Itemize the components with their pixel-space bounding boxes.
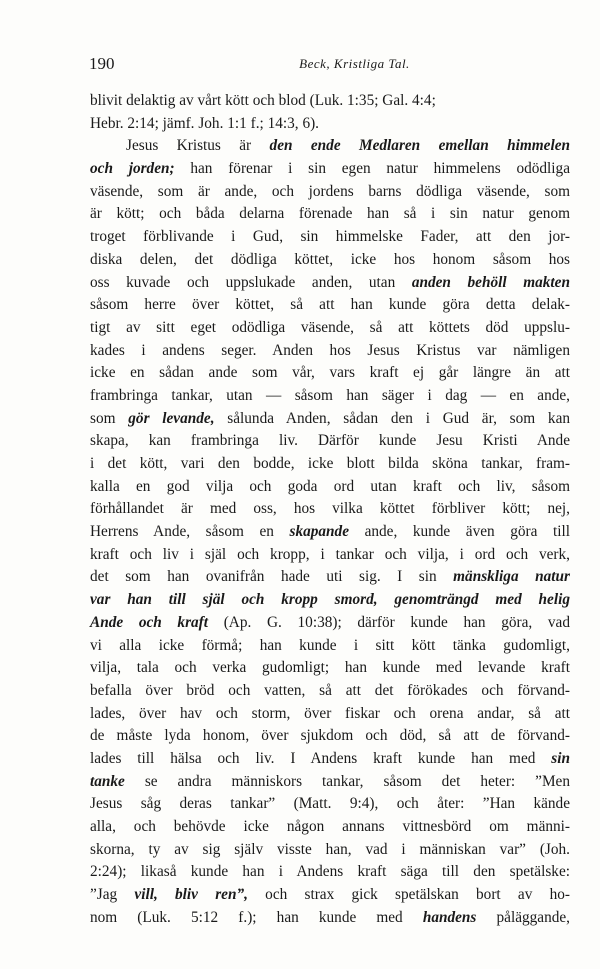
text-span: sålunda Anden, sådan den i Gud är, som kan bbox=[214, 409, 571, 427]
text-span: blivit delaktig av vårt kött och blod (Luk. 1:35; Gal. 4:4; bbox=[90, 92, 436, 109]
text-line bbox=[90, 657, 570, 680]
text-line bbox=[90, 226, 570, 249]
running-head: Beck, Kristliga Tal. bbox=[299, 56, 410, 71]
text-span: skorna, ty av sig själv visste han, vad i människan var” (Joh. bbox=[90, 840, 570, 858]
text-span: lades, över hav och storm, över fiskar och orena andar, så att bbox=[90, 704, 570, 722]
emphasized-text: handens bbox=[422, 908, 477, 926]
text-line bbox=[90, 113, 570, 136]
text-line bbox=[90, 907, 570, 930]
text-span: kalla en god vilja och goda ord utan kraft och liv, såsom bbox=[90, 477, 570, 495]
text-line bbox=[90, 317, 570, 340]
text-line bbox=[90, 703, 570, 726]
text-span: ande, kunde även göra till bbox=[349, 523, 570, 541]
text-line bbox=[90, 635, 570, 658]
text-span: han förenar i sin egen natur himmelens odödliga bbox=[174, 160, 570, 178]
text-span: ”Jag bbox=[90, 886, 135, 904]
emphasized-text: anden behöll makten bbox=[411, 273, 570, 291]
text-span: påläggande, bbox=[476, 908, 570, 926]
emphasized-text: och jorden; bbox=[90, 160, 175, 178]
page-header bbox=[89, 54, 574, 76]
text-line bbox=[90, 476, 570, 499]
text-span: diska delen, det dödliga köttet, icke hos honom såsom hos bbox=[90, 250, 570, 268]
emphasized-text: skapande bbox=[289, 523, 349, 541]
text-line bbox=[90, 272, 570, 295]
body-text bbox=[90, 90, 570, 929]
text-span: Jesus Kristus är bbox=[126, 137, 270, 155]
text-span: lades till hälsa och liv. I Andens kraft kunde han med bbox=[90, 749, 552, 767]
text-span: troget förblivande i Gud, sin himmelske Fader, att den jor- bbox=[90, 228, 570, 246]
text-line bbox=[90, 521, 570, 544]
text-line bbox=[90, 771, 570, 794]
page-number: 190 bbox=[89, 54, 115, 73]
text-line bbox=[90, 498, 570, 521]
text-span: icke en sådan ande som vår, vars kraft ej går längre än att bbox=[90, 364, 570, 382]
text-line bbox=[90, 453, 570, 476]
text-span: vi alla icke förmå; han kunde i sitt kött tänka gudomligt, bbox=[90, 636, 570, 654]
text-span: oss kuvade och uppslukade anden, utan bbox=[90, 273, 412, 291]
text-line bbox=[90, 249, 570, 272]
text-line bbox=[90, 90, 570, 113]
text-line bbox=[90, 430, 570, 453]
emphasized-text: Ande och kraft bbox=[90, 613, 209, 631]
text-span: skapa, kan frambringa liv. Därför kunde Jesu Kristi Ande bbox=[90, 432, 570, 450]
text-line bbox=[90, 680, 570, 703]
text-line bbox=[90, 544, 570, 567]
text-line bbox=[90, 294, 570, 317]
text-line bbox=[90, 566, 570, 589]
text-span: 2:24); likaså kunde han i Andens kraft säga till den spetälske: bbox=[90, 863, 570, 881]
text-span: se andra människors tankar, såsom det heter: ”Men bbox=[124, 772, 570, 790]
text-span: som bbox=[90, 409, 129, 427]
text-span: väsende, som är ande, och jordens barns dödliga väsende, som bbox=[90, 182, 570, 200]
text-line bbox=[90, 884, 570, 907]
text-span: Hebr. 2:14; jämf. Joh. 1:1 f.; 14:3, 6). bbox=[90, 114, 320, 132]
text-span: frambringa tankar, utan — såsom han säger i dag — en ande, bbox=[90, 386, 570, 404]
emphasized-text: mänskliga natur bbox=[453, 568, 570, 586]
text-span: är kött; och båda delarna förenade han så i sin natur genom bbox=[90, 205, 570, 223]
text-line bbox=[90, 181, 570, 204]
text-line bbox=[90, 589, 570, 612]
emphasized-text: gör levande, bbox=[128, 409, 215, 427]
emphasized-text: tanke bbox=[90, 772, 125, 790]
text-span: vilja, tala och verka gudomligt; han kunde med levande kraft bbox=[90, 659, 570, 677]
text-span: kraft och liv i själ och kropp, i tankar och vilja, i ord och verk, bbox=[90, 545, 570, 563]
emphasized-text: den ende Medlaren emellan himmelen bbox=[269, 137, 570, 155]
text-line bbox=[90, 362, 570, 385]
text-span: tigt av sitt eget odödliga väsende, så att köttets död uppslu- bbox=[90, 318, 570, 336]
text-span: kades i andens seger. Anden hos Jesus Kristus var nämligen bbox=[90, 341, 570, 359]
text-line bbox=[90, 158, 570, 181]
text-span: (Ap. G. 10:38); därför kunde han göra, vad bbox=[208, 613, 570, 631]
text-line bbox=[90, 135, 570, 158]
text-span: och strax gick spetälskan bort av ho- bbox=[247, 886, 570, 904]
text-span: nom (Luk. 5:12 f.); han kunde med bbox=[90, 908, 423, 926]
text-span: såsom herre över köttet, så att han kunde göra detta delak- bbox=[90, 296, 570, 314]
text-line bbox=[90, 340, 570, 363]
text-line bbox=[90, 748, 570, 771]
text-span: de måste lyda honom, över sjukdom och död, så att de förvand- bbox=[90, 727, 570, 745]
text-span: alla, och behövde icke någon annans vittnesbörd om männi- bbox=[90, 818, 570, 835]
text-line bbox=[90, 408, 570, 431]
text-line bbox=[90, 385, 570, 408]
text-line bbox=[90, 725, 570, 748]
text-line bbox=[90, 203, 570, 226]
emphasized-text: vill, bliv ren”, bbox=[134, 886, 248, 904]
text-line bbox=[90, 793, 570, 816]
text-span: befalla över bröd och vatten, så att det förökades och förvand- bbox=[90, 681, 570, 699]
emphasized-text: sin bbox=[551, 749, 570, 767]
text-span: det som han ovanifrån hade uti sig. I sin bbox=[90, 568, 454, 586]
text-span: i det kött, vari den bodde, icke blott bilda sköna tankar, fram- bbox=[90, 455, 570, 472]
text-span: Herrens Ande, såsom en bbox=[90, 523, 290, 541]
text-line bbox=[90, 861, 570, 884]
text-span: förhållandet är med oss, hos vilka köttet förbliver kött; nej, bbox=[90, 500, 570, 518]
text-line bbox=[90, 816, 570, 839]
text-span: Jesus såg deras tankar” (Matt. 9:4), och åter: ”Han kände bbox=[90, 795, 570, 813]
text-line bbox=[90, 612, 570, 635]
text-line bbox=[90, 839, 570, 862]
emphasized-text: var han till själ och kropp smord, genomträngd med helig bbox=[90, 591, 570, 609]
